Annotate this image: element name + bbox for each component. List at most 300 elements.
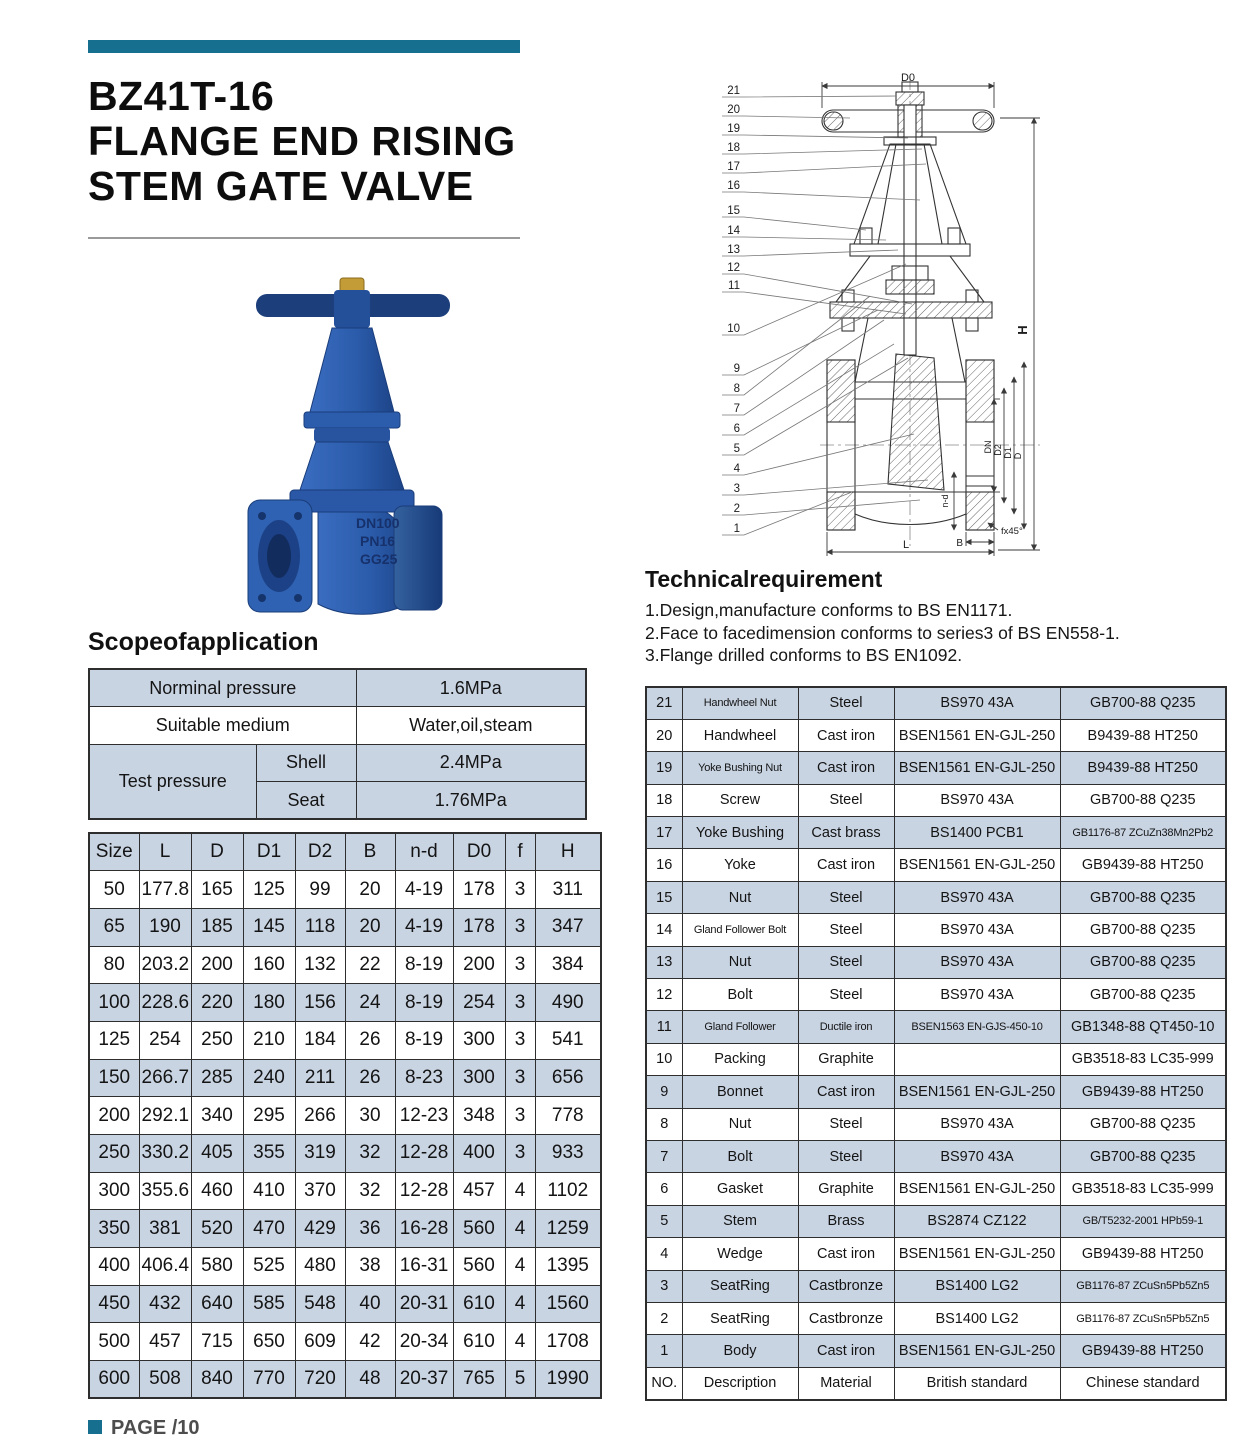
dim-table-cell: 470	[243, 1210, 295, 1248]
scope-heading: Scopeofapplication	[88, 628, 319, 656]
parts-table-cell: GB700-88 Q235	[1060, 1140, 1226, 1172]
dim-table-cell: 933	[535, 1135, 601, 1173]
parts-table-cell: BSEN1563 EN-GJS-450-10	[894, 1011, 1060, 1043]
bonnet-flange-part	[830, 302, 992, 318]
parts-table-cell: Cast brass	[798, 817, 894, 849]
accent-bar	[88, 40, 520, 53]
parts-table-cell: Gasket	[682, 1173, 798, 1205]
dim-table-cell: 24	[345, 984, 395, 1022]
dim-table-cell: 20	[345, 908, 395, 946]
dim-table-cell: 1990	[535, 1361, 601, 1399]
dim-table-cell: 560	[453, 1210, 505, 1248]
part-number-label: 18	[727, 142, 740, 154]
scope-value-nominal: 1.6MPa	[356, 669, 586, 707]
parts-table-row	[646, 1108, 1226, 1140]
dim-label-b: B	[956, 538, 963, 549]
parts-table-cell: Cast iron	[798, 1076, 894, 1108]
parts-table-cell: BS970 43A	[894, 687, 1060, 719]
dim-table-row	[89, 908, 601, 946]
dim-table-cell: 480	[295, 1248, 345, 1286]
parts-table-cell: GB3518-83 LC35-999	[1060, 1173, 1226, 1205]
dim-label-dn: DN	[983, 440, 993, 454]
technical-requirement-item: 2.Face to facedimension conforms to series3 of BS EN558-1.	[645, 622, 1120, 643]
dim-table-header-row	[89, 833, 601, 871]
dim-table-cell: 4	[505, 1172, 535, 1210]
dim-table-header-cell: D1	[243, 833, 295, 871]
dim-table-cell: 381	[139, 1210, 191, 1248]
dim-table-cell: 220	[191, 984, 243, 1022]
dim-table-cell: 177.8	[139, 871, 191, 909]
parts-table-cell: GB700-88 Q235	[1060, 1108, 1226, 1140]
dim-table-cell: 3	[505, 1021, 535, 1059]
parts-table-row	[646, 1043, 1226, 1075]
parts-table-cell: Steel	[798, 914, 894, 946]
parts-table-cell: 1	[646, 1335, 682, 1367]
dim-label-l: L	[902, 539, 910, 551]
dim-table-cell: 210	[243, 1021, 295, 1059]
dim-table-cell: 40	[345, 1285, 395, 1323]
dim-table-cell: 254	[139, 1021, 191, 1059]
dim-table-cell: 406.4	[139, 1248, 191, 1286]
parts-table-cell: Handwheel	[682, 719, 798, 751]
parts-table-cell: Yoke Bushing Nut	[682, 752, 798, 784]
dim-table-cell: 156	[295, 984, 345, 1022]
parts-table-cell: GB9439-88 HT250	[1060, 1238, 1226, 1270]
parts-table-row	[646, 914, 1226, 946]
dim-table-cell: 840	[191, 1361, 243, 1399]
parts-table-cell: 3	[646, 1270, 682, 1302]
right-flange	[394, 506, 442, 610]
dim-table-cell: 3	[505, 1097, 535, 1135]
parts-table-cell: Castbronze	[798, 1270, 894, 1302]
parts-table-cell: 12	[646, 979, 682, 1011]
parts-table-row	[646, 881, 1226, 913]
dim-table-cell: 4-19	[395, 871, 453, 909]
body-marking-grade: GG25	[360, 551, 398, 567]
dim-table-cell: 42	[345, 1323, 395, 1361]
parts-table-cell: BS970 43A	[894, 914, 1060, 946]
dim-table-cell: 585	[243, 1285, 295, 1323]
dim-table-cell: 145	[243, 908, 295, 946]
dim-table-cell: 12-23	[395, 1097, 453, 1135]
parts-table-cell: SeatRing	[682, 1302, 798, 1334]
parts-table-cell: 5	[646, 1205, 682, 1237]
dim-table-cell: 508	[139, 1361, 191, 1399]
dim-table-cell: 3	[505, 946, 535, 984]
parts-table-cell: Brass	[798, 1205, 894, 1237]
parts-table-cell: Steel	[798, 881, 894, 913]
dim-table-cell: 3	[505, 908, 535, 946]
scope-value-seat: 1.76MPa	[356, 782, 586, 820]
dim-table-cell: 1560	[535, 1285, 601, 1323]
dim-table-cell: 1708	[535, 1323, 601, 1361]
scope-label-seat: Seat	[256, 782, 356, 820]
parts-table-row	[646, 1011, 1226, 1043]
parts-table-cell: Body	[682, 1335, 798, 1367]
dim-table-cell: 500	[89, 1323, 139, 1361]
parts-table-cell: Bolt	[682, 1140, 798, 1172]
parts-table-row	[646, 1335, 1226, 1367]
parts-table-cell: 9	[646, 1076, 682, 1108]
parts-table-cell: BSEN1561 EN-GJL-250	[894, 1076, 1060, 1108]
scope-table	[88, 668, 587, 820]
dim-table-header-cell: D2	[295, 833, 345, 871]
parts-table-cell: BS1400 LG2	[894, 1270, 1060, 1302]
callout-leader-line	[722, 274, 912, 304]
dim-table-cell: 778	[535, 1097, 601, 1135]
dim-table-row	[89, 1021, 601, 1059]
callout-leader-line	[722, 480, 928, 495]
dim-table-cell: 8-23	[395, 1059, 453, 1097]
dim-table-cell: 50	[89, 871, 139, 909]
part-number-label: 21	[727, 85, 740, 97]
dim-table-cell: 16-31	[395, 1248, 453, 1286]
parts-table-row	[646, 946, 1226, 978]
dim-table-cell: 20-37	[395, 1361, 453, 1399]
dim-table-cell: 548	[295, 1285, 345, 1323]
dim-table-cell: 3	[505, 1059, 535, 1097]
parts-table-row	[646, 849, 1226, 881]
parts-table-cell: Gland Follower Bolt	[682, 914, 798, 946]
parts-table-cell: 11	[646, 1011, 682, 1043]
parts-table-row	[646, 752, 1226, 784]
dim-table-header-cell: f	[505, 833, 535, 871]
technical-requirements	[645, 599, 1205, 667]
dim-table-cell: 300	[453, 1059, 505, 1097]
dim-table-cell: 5	[505, 1361, 535, 1399]
parts-table-cell: GB1348-88 QT450-10	[1060, 1011, 1226, 1043]
dim-table-cell: 203.2	[139, 946, 191, 984]
dim-table-cell: 30	[345, 1097, 395, 1135]
dim-table-row	[89, 1135, 601, 1173]
title-line-3: STEM GATE VALVE	[88, 163, 474, 209]
parts-table-cell: GB/T5232-2001 HPb59-1	[1060, 1205, 1226, 1237]
dim-table-cell: 405	[191, 1135, 243, 1173]
parts-table-cell: 16	[646, 849, 682, 881]
dim-table-cell: 99	[295, 871, 345, 909]
valve-photo	[222, 262, 480, 628]
gland	[314, 428, 390, 442]
yoke-flange	[304, 412, 400, 428]
parts-table-row	[646, 1173, 1226, 1205]
dim-table-cell: 125	[243, 871, 295, 909]
dim-table-row	[89, 984, 601, 1022]
dim-table-cell: 429	[295, 1210, 345, 1248]
parts-table-cell: Graphite	[798, 1173, 894, 1205]
left-flange-bore	[267, 534, 291, 578]
body-marking-pn: PN16	[360, 533, 396, 549]
dim-table-cell: 65	[89, 908, 139, 946]
part-number-label: 11	[728, 280, 740, 292]
parts-table-cell: NO.	[646, 1367, 682, 1399]
dim-table-cell: 80	[89, 946, 139, 984]
dim-table-cell: 490	[535, 984, 601, 1022]
dim-table-cell: 400	[89, 1248, 139, 1286]
dim-table-cell: 3	[505, 1135, 535, 1173]
parts-table-cell: Cast iron	[798, 719, 894, 751]
parts-table-cell: 19	[646, 752, 682, 784]
part-number-label: 1	[733, 523, 740, 535]
title-line-1: BZ41T-16	[88, 73, 275, 119]
dim-table-cell: 48	[345, 1361, 395, 1399]
part-number-label: 3	[733, 483, 740, 495]
dim-table-cell: 178	[453, 871, 505, 909]
dim-table-cell: 300	[453, 1021, 505, 1059]
parts-table-cell: Cast iron	[798, 752, 894, 784]
parts-table-cell: GB700-88 Q235	[1060, 784, 1226, 816]
scope-label-nominal: Norminal pressure	[89, 669, 356, 707]
technical-requirement-item: 3.Flange drilled conforms to BS EN1092.	[645, 645, 963, 665]
dim-table-header-cell: B	[345, 833, 395, 871]
parts-table-row	[646, 1302, 1226, 1334]
parts-table-cell: Cast iron	[798, 1238, 894, 1270]
parts-table-cell: Steel	[798, 687, 894, 719]
dim-table-cell: 100	[89, 984, 139, 1022]
parts-table-cell: BSEN1561 EN-GJL-250	[894, 719, 1060, 751]
dim-table-cell: 4	[505, 1323, 535, 1361]
handwheel-hub	[334, 290, 370, 328]
parts-table-cell: Screw	[682, 784, 798, 816]
parts-table-cell: Bolt	[682, 979, 798, 1011]
dim-table-cell: 610	[453, 1323, 505, 1361]
dim-table-cell: 160	[243, 946, 295, 984]
dim-label-d1: D1	[1003, 447, 1013, 459]
dim-table-row	[89, 1172, 601, 1210]
technical-requirement-item: 1.Design,manufacture conforms to BS EN1171.	[645, 600, 1013, 620]
dim-table-cell: 609	[295, 1323, 345, 1361]
parts-table-cell: GB700-88 Q235	[1060, 979, 1226, 1011]
dim-table-cell: 3	[505, 984, 535, 1022]
callout-leader-line	[722, 149, 922, 154]
dim-table-cell: 450	[89, 1285, 139, 1323]
parts-table-cell: GB700-88 Q235	[1060, 687, 1226, 719]
parts-table-cell: 14	[646, 914, 682, 946]
dim-table-cell: 200	[89, 1097, 139, 1135]
part-number-label: 12	[727, 262, 740, 274]
dim-table-cell: 541	[535, 1021, 601, 1059]
scope-value-shell: 2.4MPa	[356, 744, 586, 782]
dim-table-cell: 370	[295, 1172, 345, 1210]
dim-table-cell: 384	[535, 946, 601, 984]
dim-table-row	[89, 1361, 601, 1399]
parts-table-cell: BSEN1561 EN-GJL-250	[894, 1238, 1060, 1270]
callout-leader-line	[722, 96, 896, 97]
parts-table-cell: 13	[646, 946, 682, 978]
parts-table-row	[646, 1076, 1226, 1108]
callout-leader-line	[722, 164, 926, 173]
dim-table-cell: 400	[453, 1135, 505, 1173]
dim-label-d: D	[1013, 452, 1023, 460]
dim-table-cell: 300	[89, 1172, 139, 1210]
parts-table-cell: GB3518-83 LC35-999	[1060, 1043, 1226, 1075]
dim-table-cell: 211	[295, 1059, 345, 1097]
dim-table-cell: 20-31	[395, 1285, 453, 1323]
callout-leader-line	[722, 434, 914, 475]
parts-table-row	[646, 1140, 1226, 1172]
dim-table-cell: 580	[191, 1248, 243, 1286]
parts-table-cell: Graphite	[798, 1043, 894, 1075]
dim-table-cell: 185	[191, 908, 243, 946]
parts-table-cell: 21	[646, 687, 682, 719]
dim-table-cell: 347	[535, 908, 601, 946]
callout-leader-line	[722, 237, 886, 240]
parts-table-cell: GB1176-87 ZCuSn5Pb5Zn5	[1060, 1270, 1226, 1302]
callout-leader-line	[722, 135, 908, 138]
callout-leader-line	[722, 217, 866, 230]
parts-table-cell: SeatRing	[682, 1270, 798, 1302]
dim-table-header-cell: H	[535, 833, 601, 871]
parts-table-row	[646, 1270, 1226, 1302]
valve-photo-shapes	[248, 278, 450, 614]
parts-table-cell: BS970 43A	[894, 946, 1060, 978]
parts-table-cell: Nut	[682, 1108, 798, 1140]
dim-label-nd: n-d	[940, 494, 950, 508]
dim-table-cell: 165	[191, 871, 243, 909]
dim-table-header-cell: D	[191, 833, 243, 871]
scope-label-shell: Shell	[256, 744, 356, 782]
part-number-label: 20	[727, 104, 740, 116]
parts-table-cell: GB700-88 Q235	[1060, 881, 1226, 913]
dim-table-cell: 36	[345, 1210, 395, 1248]
dim-table-cell: 292.1	[139, 1097, 191, 1135]
dim-table-cell: 184	[295, 1021, 345, 1059]
dim-table-cell: 178	[453, 908, 505, 946]
dim-table-cell: 770	[243, 1361, 295, 1399]
dim-table-cell: 125	[89, 1021, 139, 1059]
dim-table-cell: 340	[191, 1097, 243, 1135]
parts-table-cell: Bonnet	[682, 1076, 798, 1108]
parts-table-row	[646, 817, 1226, 849]
dim-table-cell: 26	[345, 1021, 395, 1059]
dim-table-cell: 765	[453, 1361, 505, 1399]
dim-table-cell: 640	[191, 1285, 243, 1323]
dim-table-cell: 4	[505, 1285, 535, 1323]
dim-table-cell: 4-19	[395, 908, 453, 946]
parts-table-cell: 7	[646, 1140, 682, 1172]
parts-table-row	[646, 1238, 1226, 1270]
scope-label-medium: Suitable medium	[89, 707, 356, 745]
dim-table-cell: 20	[345, 871, 395, 909]
dim-table-cell: 355.6	[139, 1172, 191, 1210]
dim-table-cell: 190	[139, 908, 191, 946]
part-number-label: 9	[733, 363, 740, 375]
parts-table-cell: BS1400 LG2	[894, 1302, 1060, 1334]
dim-table-row	[89, 1059, 601, 1097]
parts-table-cell: Yoke	[682, 849, 798, 881]
parts-table-cell: 20	[646, 719, 682, 751]
part-number-label: 10	[727, 323, 740, 335]
parts-table-cell: Steel	[798, 979, 894, 1011]
bonnet	[300, 442, 404, 490]
part-number-label: 4	[733, 463, 740, 475]
dim-table-header-cell: L	[139, 833, 191, 871]
dim-table-cell: 720	[295, 1361, 345, 1399]
parts-table-cell: 10	[646, 1043, 682, 1075]
parts-table-cell: 18	[646, 784, 682, 816]
parts-table-cell	[894, 1043, 1060, 1075]
parts-table-cell: Material	[798, 1367, 894, 1399]
parts-table-cell: B9439-88 HT250	[1060, 752, 1226, 784]
dim-table-cell: 319	[295, 1135, 345, 1173]
parts-table-cell: Steel	[798, 784, 894, 816]
scope-label-test: Test pressure	[89, 744, 256, 819]
parts-table-cell: Castbronze	[798, 1302, 894, 1334]
part-number-label: 8	[733, 383, 740, 395]
dim-table-cell: 600	[89, 1361, 139, 1399]
parts-table-cell: GB9439-88 HT250	[1060, 1335, 1226, 1367]
dim-table-cell: 525	[243, 1248, 295, 1286]
parts-table-cell: BSEN1561 EN-GJL-250	[894, 849, 1060, 881]
parts-table-footer-header-row	[646, 1367, 1226, 1399]
dim-table-cell: 20-34	[395, 1323, 453, 1361]
dim-table-cell: 32	[345, 1172, 395, 1210]
part-number-label: 15	[727, 205, 740, 217]
dim-table-cell: 610	[453, 1285, 505, 1323]
parts-table-cell: 4	[646, 1238, 682, 1270]
parts-table-cell: Steel	[798, 1140, 894, 1172]
callout-leader-line	[722, 250, 898, 256]
part-number-label: 13	[727, 244, 740, 256]
dim-table-cell: 560	[453, 1248, 505, 1286]
dim-table-row	[89, 1323, 601, 1361]
part-number-label: 2	[733, 503, 740, 515]
part-number-label: 19	[727, 123, 740, 135]
dim-table-cell: 16-28	[395, 1210, 453, 1248]
parts-table-cell: Gland Follower	[682, 1011, 798, 1043]
dim-table-header-cell: n-d	[395, 833, 453, 871]
parts-table-cell: Description	[682, 1367, 798, 1399]
dim-table-cell: 3	[505, 871, 535, 909]
parts-table-row	[646, 1205, 1226, 1237]
technical-heading: Technicalrequirement	[645, 566, 883, 592]
dim-table-cell: 285	[191, 1059, 243, 1097]
parts-table-cell: 15	[646, 881, 682, 913]
wedge-part	[888, 354, 944, 490]
parts-table-cell: B9439-88 HT250	[1060, 719, 1226, 751]
dim-table-cell: 266	[295, 1097, 345, 1135]
dim-label-d0: D0	[900, 72, 916, 84]
callout-leader-line	[722, 344, 894, 435]
dim-table-cell: 295	[243, 1097, 295, 1135]
valve-drawing	[682, 52, 1240, 564]
parts-table-cell: Nut	[682, 946, 798, 978]
dim-table-cell: 22	[345, 946, 395, 984]
dim-table-row	[89, 1248, 601, 1286]
parts-table-cell: British standard	[894, 1367, 1060, 1399]
dim-label-f: fx45°	[1001, 526, 1023, 537]
parts-table-cell: BS970 43A	[894, 1108, 1060, 1140]
parts-table-cell: Stem	[682, 1205, 798, 1237]
dim-table-cell: 250	[89, 1135, 139, 1173]
parts-table-cell: GB700-88 Q235	[1060, 914, 1226, 946]
dim-table-cell: 410	[243, 1172, 295, 1210]
dim-table-cell: 180	[243, 984, 295, 1022]
dim-table-cell: 32	[345, 1135, 395, 1173]
dim-table-cell: 1259	[535, 1210, 601, 1248]
part-number-label: 7	[733, 403, 740, 415]
dim-table-cell: 355	[243, 1135, 295, 1173]
parts-table-cell: Wedge	[682, 1238, 798, 1270]
dim-table-cell: 8-19	[395, 984, 453, 1022]
dim-table-cell: 715	[191, 1323, 243, 1361]
parts-table-cell: Steel	[798, 946, 894, 978]
dim-table-cell: 432	[139, 1285, 191, 1323]
dim-table-cell: 132	[295, 946, 345, 984]
dim-label-h: H	[1015, 325, 1030, 335]
dim-table-cell: 330.2	[139, 1135, 191, 1173]
dim-table-cell: 254	[453, 984, 505, 1022]
dim-table-cell: 228.6	[139, 984, 191, 1022]
